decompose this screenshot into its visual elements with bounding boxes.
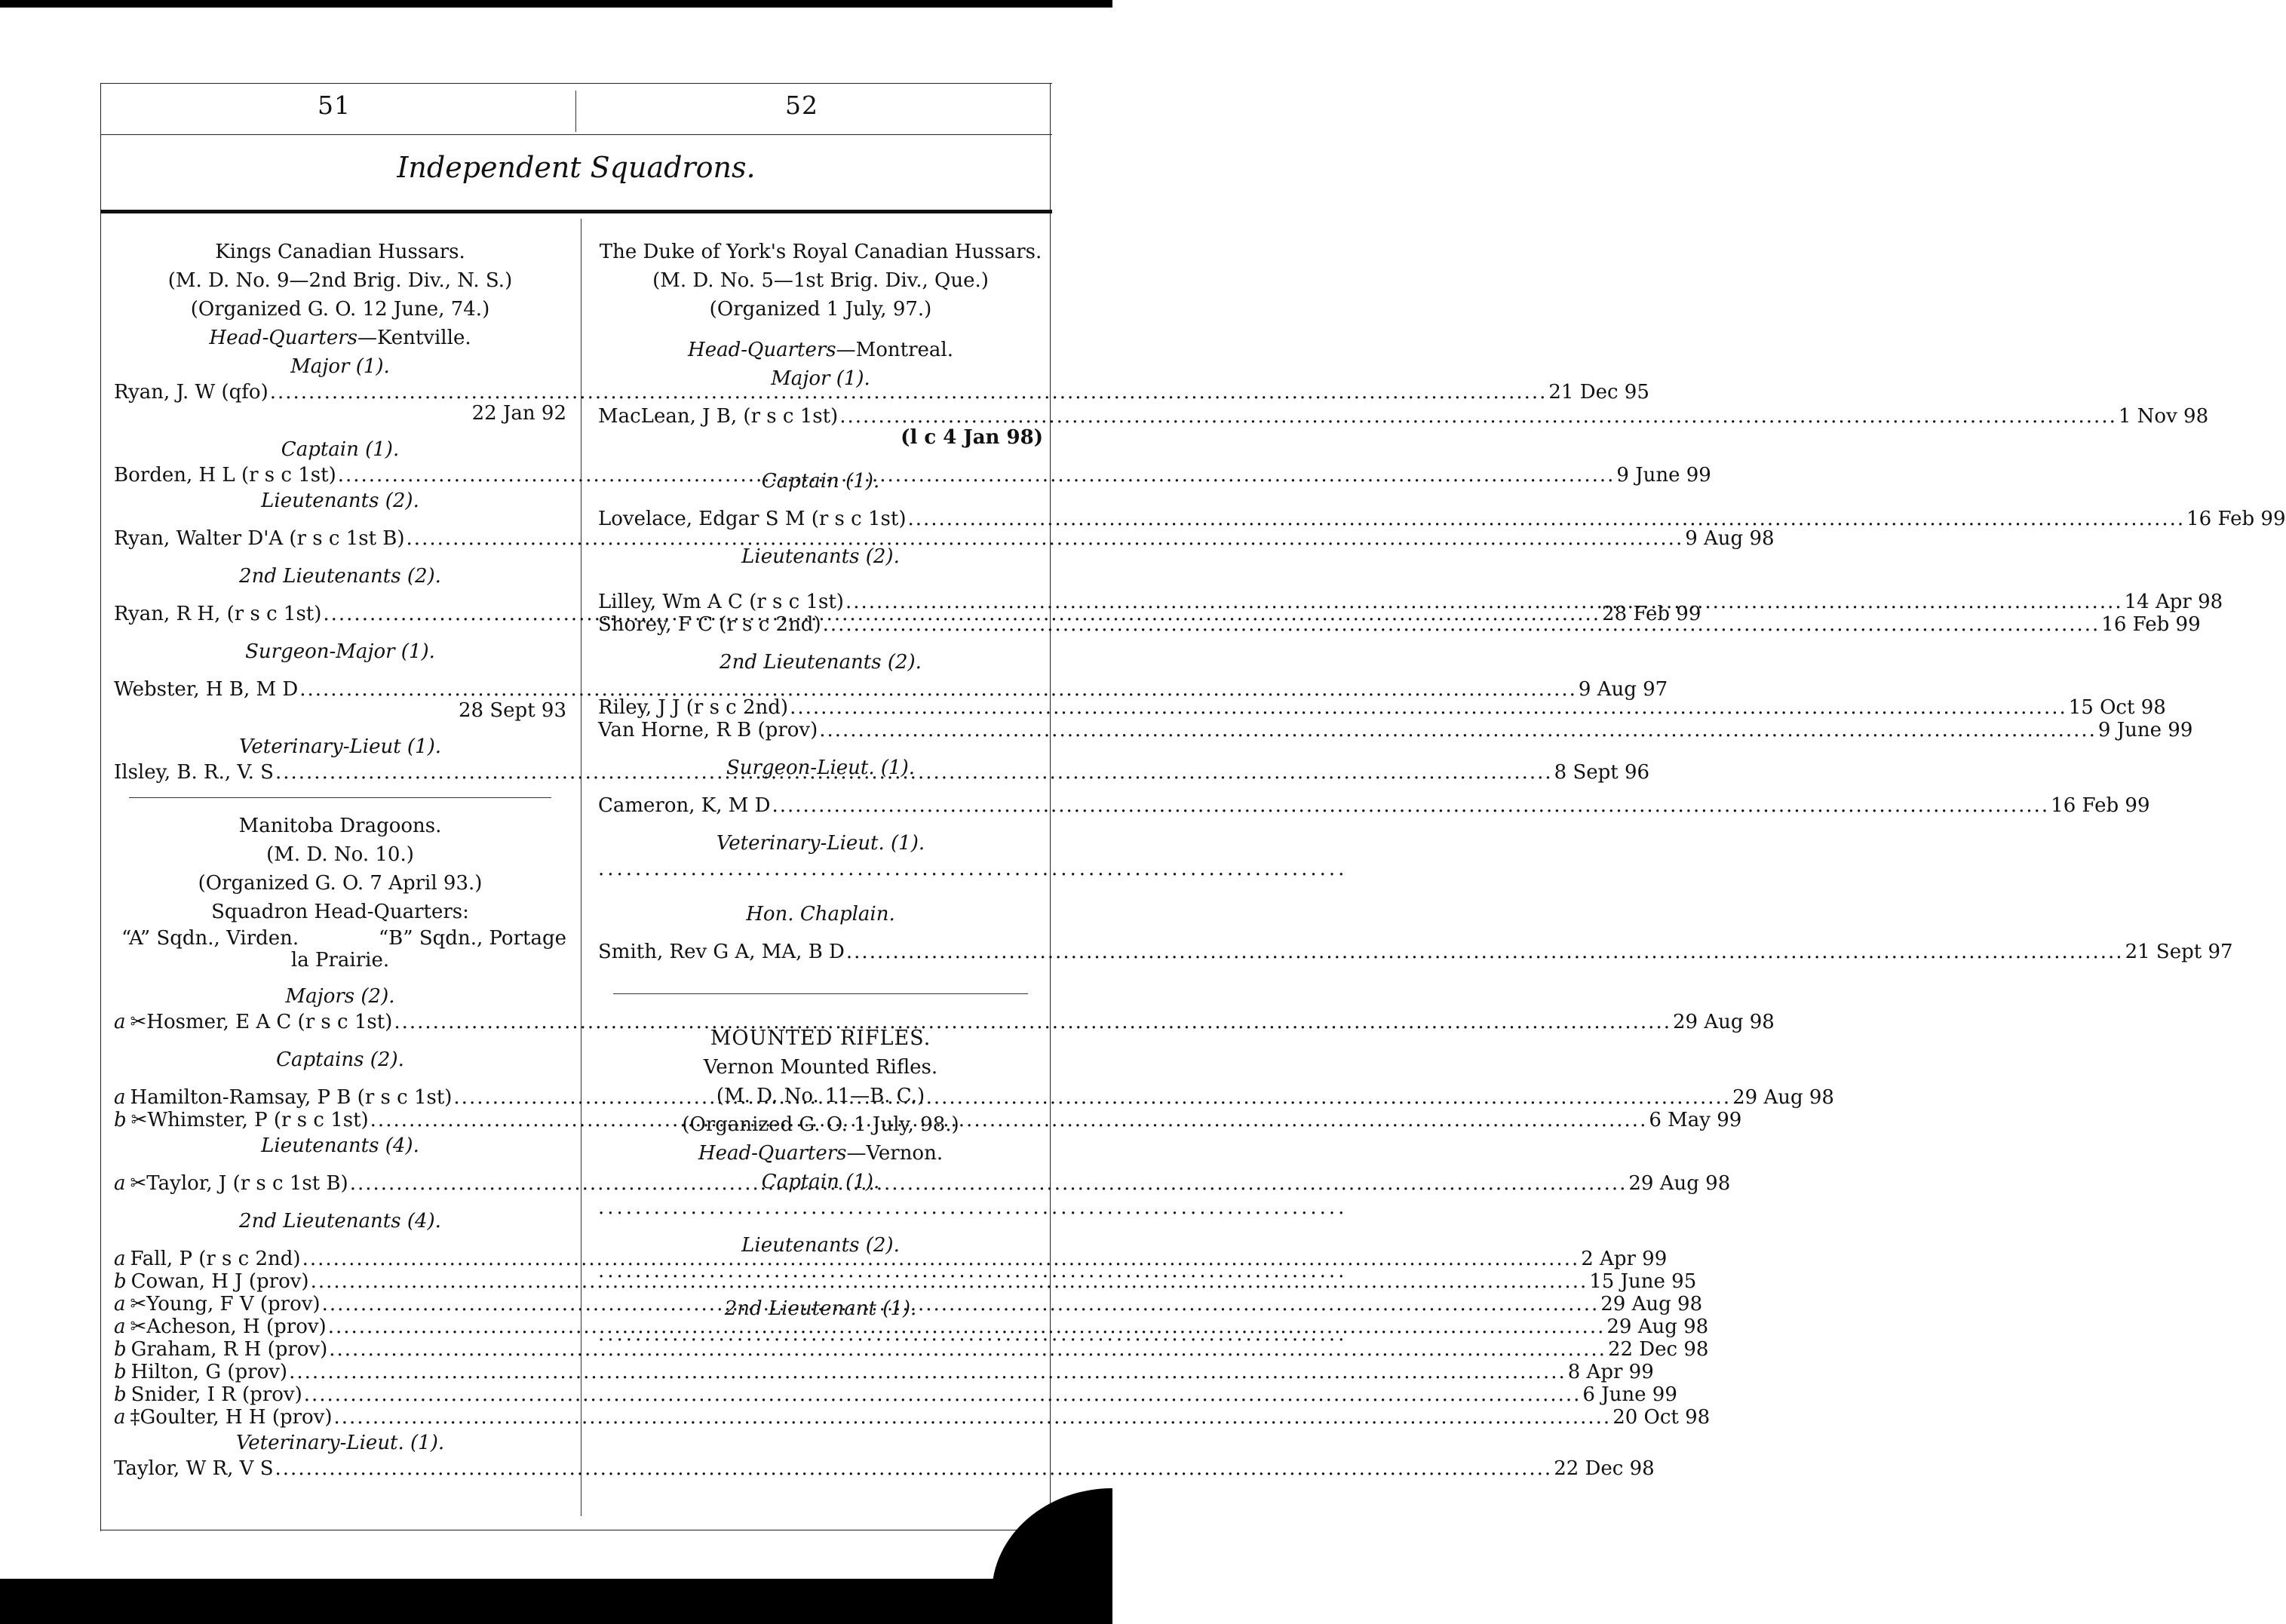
officer-entry <box>114 678 1668 701</box>
officer-entry <box>598 719 2193 741</box>
rank-heading: Lieutenants (2). <box>741 1234 900 1257</box>
officer-name: Webster, H B, M D <box>114 678 299 701</box>
squadron-a: “A” Sqdn., Virden. <box>121 927 299 950</box>
rank-heading: Captain (1). <box>761 1171 880 1193</box>
unit-hq <box>598 1139 1043 1168</box>
rank-heading: Surgeon-Major (1). <box>245 640 435 663</box>
hq-label: Head-Quarters <box>688 339 836 361</box>
rank-heading: Captain (1). <box>281 438 400 461</box>
officer-name: Cameron, K, M D <box>598 794 771 817</box>
officer-entry <box>598 591 2223 613</box>
battalion-mark: b <box>114 1109 127 1131</box>
leader-dots <box>907 508 2185 530</box>
unit-organized: (Organized G. O. 7 April 93.) <box>198 872 483 895</box>
officer-name: Graham, R H (prov) <box>130 1338 328 1361</box>
hq-place: —Montreal. <box>836 339 953 361</box>
officer-date: 29 Aug 98 <box>1606 1315 1709 1338</box>
unit-hq: Squadron Head-Quarters: <box>211 901 469 923</box>
battalion-mark: a <box>114 1406 126 1429</box>
number-rule <box>100 134 1052 135</box>
squadron-b: “B” Sqdn., Portage <box>378 927 566 950</box>
officer-date: 2 Apr 99 <box>1581 1248 1668 1270</box>
officer-entry <box>598 405 2209 428</box>
officer-name: Cowan, H J (prov) <box>130 1270 309 1293</box>
officer-date: 9 Aug 97 <box>1578 678 1668 701</box>
officer-entry <box>114 527 1775 550</box>
officer-date: 15 Oct 98 <box>2068 696 2166 719</box>
officer-name: Riley, J J (r s c 2nd) <box>598 696 789 719</box>
officer-name: Ryan, Walter D'A (r s c 1st B) <box>114 527 405 550</box>
unit-district: (M. D. No. 5—1st Brig. Div., Que.) <box>652 269 989 292</box>
rank-heading: 2nd Lieutenants (4). <box>239 1210 441 1233</box>
battalion-mark: a <box>114 1293 126 1315</box>
officer-name: Smith, Rev G A, MA, B D <box>598 941 845 963</box>
unit-hq <box>598 336 1043 364</box>
officer-name: MacLean, J B, (r s c 1st) <box>598 405 839 428</box>
officer-date: 16 Feb 99 <box>2186 508 2286 530</box>
officer-date: 8 Sept 96 <box>1554 761 1650 784</box>
rank-heading: Lieutenants (2). <box>261 490 419 512</box>
officer-entry <box>114 1383 1677 1406</box>
majors-list <box>114 1011 1775 1033</box>
rank-heading: Majors (2). <box>285 985 395 1008</box>
leader-dots <box>839 405 2117 428</box>
officer-date: 28 Feb 99 <box>1602 603 1701 625</box>
officer-entry <box>114 1361 1654 1383</box>
scan-bottom-edge <box>0 1579 1112 1624</box>
leader-dots <box>289 1361 1566 1383</box>
officer-entry <box>598 941 2233 963</box>
scan-top-edge <box>0 0 1112 8</box>
officer-date: 6 May 99 <box>1649 1109 1742 1131</box>
officer-name: Taylor, W R, V S <box>114 1457 274 1480</box>
officer-entry <box>114 1248 1668 1270</box>
unit-name: Vernon Mounted Rifles. <box>703 1056 938 1079</box>
officer-entry <box>598 794 2150 817</box>
vacant-entry-dots: ................................................................................. <box>598 1196 1348 1219</box>
officer-date: 29 Aug 98 <box>1672 1011 1775 1033</box>
officer-date: 8 Apr 99 <box>1567 1361 1654 1383</box>
page-number-right: 52 <box>785 91 818 120</box>
top-rule <box>100 83 1052 84</box>
second-lieutenants-list <box>598 696 2193 741</box>
section-heading: MOUNTED RIFLES. <box>710 1027 931 1050</box>
officer-entry <box>114 1338 1709 1361</box>
officer-date: 20 Oct 98 <box>1612 1406 1711 1429</box>
officer-entry <box>114 1457 1655 1480</box>
leader-dots <box>819 719 2097 741</box>
battalion-mark: a <box>114 1086 126 1109</box>
officer-date: 22 Dec 98 <box>1554 1457 1655 1480</box>
unit-organized: (Organized G. O. 12 June, 74.) <box>190 298 490 321</box>
rank-heading: Lieutenants (2). <box>741 545 900 568</box>
rank-heading: Hon. Chaplain. <box>746 903 895 926</box>
unit-organized: (Organized G. O. 1 July, 98.) <box>682 1113 959 1136</box>
rank-heading: Captains (2). <box>276 1048 404 1071</box>
officer-name: Hilton, G (prov) <box>130 1361 288 1383</box>
officer-name: Ilsley, B. R., V. S <box>114 761 274 784</box>
officer-entry <box>114 1011 1775 1033</box>
officer-entry <box>114 1406 1711 1429</box>
section-divider <box>613 993 1028 994</box>
officer-name: ✂Acheson, H (prov) <box>130 1315 327 1338</box>
officer-name: Lilley, Wm A C (r s c 1st) <box>598 591 844 613</box>
squadron-locations <box>114 926 566 950</box>
officer-date-secondary: 28 Sept 93 <box>459 699 566 722</box>
officer-date: 16 Feb 99 <box>2101 613 2201 636</box>
officer-name: ✂Whimster, P (r s c 1st) <box>130 1109 369 1131</box>
page-title: Independent Squadrons. <box>397 151 756 184</box>
rank-heading: Surgeon-Lieut. (1). <box>726 757 915 779</box>
officer-date: 29 Aug 98 <box>1732 1086 1834 1109</box>
officer-date: 21 Dec 95 <box>1548 381 1649 404</box>
unit-district: (M. D. No. 9—2nd Brig. Div., N. S.) <box>167 269 513 292</box>
leader-dots <box>845 591 2123 613</box>
rank-heading: Veterinary-Lieut (1). <box>238 735 442 758</box>
ledger-page <box>100 83 2286 1531</box>
officer-name: Lovelace, Edgar S M (r s c 1st) <box>598 508 907 530</box>
hq-place: —Kentville. <box>357 327 471 349</box>
hq-label: Head-Quarters <box>698 1142 847 1165</box>
officer-entry <box>114 1270 1697 1293</box>
officer-date: 15 June 95 <box>1589 1270 1697 1293</box>
vacant-entry-dots: ................................................................................. <box>598 858 1348 880</box>
rank-heading: Captain (1). <box>761 470 880 493</box>
officer-name: Hamilton-Ramsay, P B (r s c 1st) <box>130 1086 453 1109</box>
battalion-mark: b <box>114 1361 127 1383</box>
title-thick-rule <box>100 210 1052 213</box>
officer-date: 16 Feb 99 <box>2051 794 2150 817</box>
leader-dots <box>304 1383 1582 1406</box>
battalion-mark: a <box>114 1011 126 1033</box>
rank-heading: 2nd Lieutenant (1). <box>724 1297 917 1320</box>
officer-date-secondary: 22 Jan 92 <box>471 402 566 425</box>
hq-place: —Vernon. <box>846 1142 944 1165</box>
officer-date: 14 Apr 98 <box>2124 591 2223 613</box>
officer-name: ‡Goulter, H H (prov) <box>130 1406 333 1429</box>
officer-name: ✂Hosmer, E A C (r s c 1st) <box>130 1011 393 1033</box>
officer-name: ✂Taylor, J (r s c 1st B) <box>130 1172 348 1195</box>
officer-name: Borden, H L (r s c 1st) <box>114 464 336 487</box>
officer-date: 9 June 99 <box>1616 464 1711 487</box>
rank-heading: Lieutenants (4). <box>261 1134 419 1157</box>
battalion-mark: b <box>114 1383 127 1406</box>
section-divider <box>129 797 551 798</box>
battalion-mark: a <box>114 1172 126 1195</box>
unit-district: (M. D. No. 11—B. C.) <box>716 1085 925 1107</box>
rank-heading: Veterinary-Lieut. (1). <box>716 832 925 855</box>
officer-date: 29 Aug 98 <box>1628 1172 1731 1195</box>
officer-name: Snider, I R (prov) <box>130 1383 302 1406</box>
officer-date: 1 Nov 98 <box>2118 405 2209 428</box>
leader-dots <box>790 696 2067 719</box>
page-number-left: 51 <box>318 91 351 120</box>
officer-date-secondary: (l c 4 Jan 98) <box>901 426 1043 449</box>
battalion-mark: a <box>114 1315 126 1338</box>
unit-name: The Duke of York's Royal Canadian Hussars. <box>599 241 1042 263</box>
unit-name: Kings Canadian Hussars. <box>215 241 465 263</box>
leader-dots <box>275 1457 1553 1480</box>
unit-organized: (Organized 1 July, 97.) <box>709 298 932 321</box>
officer-entry <box>598 696 2166 719</box>
rank-heading: 2nd Lieutenants (2). <box>239 565 441 588</box>
hq-label: Head-Quarters <box>209 327 357 349</box>
rank-heading: Major (1). <box>771 367 870 390</box>
leader-dots <box>823 613 2100 636</box>
officer-date: 9 Aug 98 <box>1685 527 1775 550</box>
officer-entry <box>114 381 1649 404</box>
officer-date: 6 June 99 <box>1582 1383 1677 1406</box>
battalion-mark: a <box>114 1248 126 1270</box>
officer-name: Fall, P (r s c 2nd) <box>130 1248 301 1270</box>
leader-dots <box>846 941 2124 963</box>
officer-date: 21 Sept 97 <box>2125 941 2233 963</box>
leader-dots <box>772 794 2049 817</box>
squadron-b-continued: la Prairie. <box>290 949 390 972</box>
vernon-mounted-rifles <box>598 1024 1348 1346</box>
officer-date: 29 Aug 98 <box>1600 1293 1703 1315</box>
officer-name: Van Horne, R B (prov) <box>598 719 818 741</box>
officer-entry <box>598 508 2286 530</box>
battalion-mark: b <box>114 1270 127 1293</box>
vacant-entry-dots: ................................................................................. <box>598 1323 1348 1346</box>
unit-hq <box>114 324 566 352</box>
officer-date: 9 June 99 <box>2097 719 2193 741</box>
officer-name: Ryan, J. W (qfo) <box>114 381 268 404</box>
officer-entry <box>114 1315 1709 1338</box>
officer-date: 22 Dec 98 <box>1607 1338 1709 1361</box>
unit-district: (M. D. No. 10.) <box>266 843 414 866</box>
rank-heading: Veterinary-Lieut. (1). <box>235 1432 445 1454</box>
rank-heading: 2nd Lieutenants (2). <box>720 651 922 674</box>
vacant-entry-dots: ................................................................................. <box>598 1260 1348 1282</box>
battalion-mark: b <box>114 1338 127 1361</box>
officer-name: ✂Young, F V (prov) <box>130 1293 321 1315</box>
rank-heading: Major (1). <box>290 355 390 378</box>
leader-dots <box>334 1406 1612 1429</box>
officer-name: Shorey, F C (r s c 2nd) <box>598 613 821 636</box>
officer-name: Ryan, R H, (r s c 1st) <box>114 603 322 625</box>
unit-name: Manitoba Dragoons. <box>238 815 442 837</box>
